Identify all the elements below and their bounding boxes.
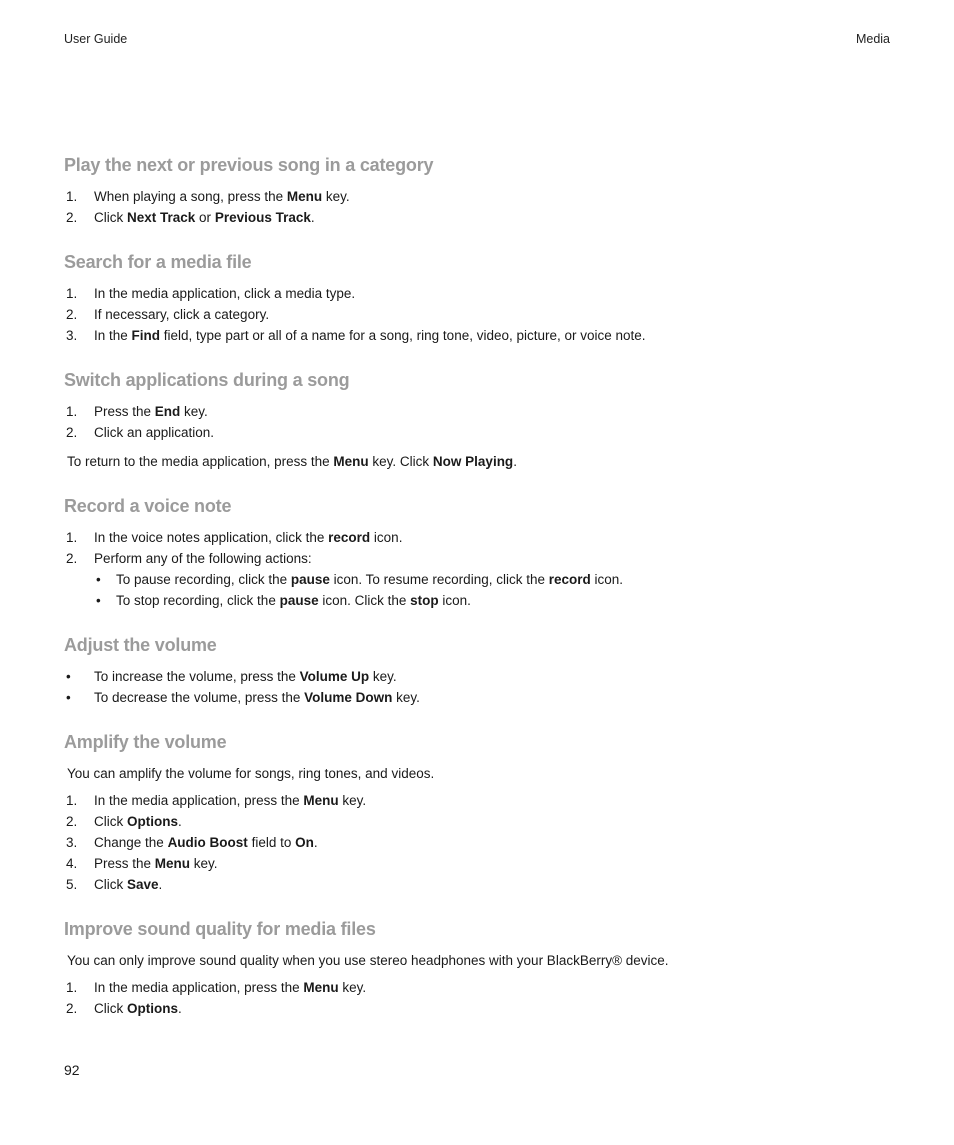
text-run: icon. (590, 572, 624, 587)
list-item (64, 207, 904, 228)
text-run: key. (392, 690, 420, 705)
text-run: . (313, 835, 318, 850)
text-run: Click (94, 877, 127, 892)
step-list (64, 977, 904, 1019)
text-run: To increase the volume, press the (94, 669, 300, 684)
step-list (64, 401, 904, 443)
section (64, 368, 904, 472)
text-run: key. (338, 980, 367, 995)
list-item (64, 874, 904, 895)
ui-term: stop (410, 593, 439, 608)
text-run: key. (369, 669, 397, 684)
ui-term: Save (127, 877, 159, 892)
text-run: To decrease the volume, press the (94, 690, 305, 705)
ui-term: record (548, 572, 591, 587)
ui-term: End (154, 404, 181, 419)
text-run: Change the (94, 835, 168, 850)
text-run: Press the (94, 856, 155, 871)
ui-term: Find (131, 328, 161, 343)
page-header (64, 32, 890, 46)
text-run: icon. (438, 593, 471, 608)
list-item (64, 527, 904, 548)
ui-term: Menu (154, 856, 191, 871)
text-run: Click (94, 814, 127, 829)
list-item (64, 687, 904, 708)
ui-term: Menu (303, 793, 339, 808)
section-heading: Record a voice note (64, 496, 232, 516)
bullet-marker: • (96, 593, 101, 608)
step-number: 2. (66, 1001, 78, 1016)
ui-term: Options (127, 814, 178, 829)
step-number: 1. (66, 404, 78, 419)
list-item (64, 811, 904, 832)
section (64, 494, 904, 611)
step-list (64, 283, 904, 346)
page-content (64, 153, 904, 1041)
ui-term: record (328, 530, 371, 545)
step-number: 2. (66, 551, 78, 566)
step-number: 1. (66, 189, 78, 204)
section-heading: Play the next or previous song in a category (64, 155, 434, 175)
list-item (64, 325, 904, 346)
sub-bullet-list (94, 569, 904, 611)
ui-term: Menu (303, 980, 339, 995)
list-item (64, 998, 904, 1019)
page-number: 92 (64, 1062, 80, 1078)
list-item (64, 283, 904, 304)
step-number: 2. (66, 210, 78, 225)
ui-term: Options (127, 1001, 178, 1016)
text-run: . (310, 210, 315, 225)
ui-term: Previous Track (214, 210, 311, 225)
step-number: 5. (66, 877, 78, 892)
ui-term: Menu (333, 454, 369, 469)
list-item (64, 832, 904, 853)
text-run: key. Click (368, 454, 433, 469)
ui-term: Audio Boost (167, 835, 248, 850)
intro-paragraph (67, 763, 904, 784)
text-run: In the media application, press the (94, 793, 304, 808)
text-run: Click an application. (94, 425, 215, 440)
list-item (94, 590, 904, 611)
text-run: In the voice notes application, click the (94, 530, 329, 545)
step-number: 3. (66, 328, 78, 343)
list-item (64, 977, 904, 998)
step-number: 1. (66, 793, 78, 808)
text-run: You can amplify the volume for songs, ring tones, and videos. (67, 766, 435, 781)
ui-term: Volume Down (304, 690, 393, 705)
step-number: 2. (66, 814, 78, 829)
text-run: In the (94, 328, 132, 343)
section (64, 730, 904, 895)
header-doc-title: User Guide (64, 32, 128, 46)
header-chapter: Media (855, 32, 890, 46)
text-run: key. (338, 793, 367, 808)
bullet-marker: • (96, 572, 101, 587)
step-number: 1. (66, 286, 78, 301)
section-heading: Improve sound quality for media files (64, 919, 376, 939)
text-run: When playing a song, press the (94, 189, 287, 204)
text-run: icon. (370, 530, 403, 545)
step-list (64, 527, 904, 611)
intro-paragraph (67, 950, 904, 971)
text-run: icon. Click the (318, 593, 411, 608)
text-run: Perform any of the following actions: (94, 551, 312, 566)
text-run: . (178, 814, 182, 829)
step-number: 4. (66, 856, 78, 871)
bullet-list (64, 666, 904, 708)
text-run: . (178, 1001, 182, 1016)
step-number: 1. (66, 980, 78, 995)
step-number: 2. (66, 307, 78, 322)
text-run: Click (94, 1001, 127, 1016)
ui-term: Next Track (127, 210, 196, 225)
text-run: To return to the media application, press the (67, 454, 334, 469)
list-item (64, 548, 904, 611)
section (64, 917, 904, 1019)
ui-term: pause (279, 593, 319, 608)
text-run: In the media application, press the (94, 980, 304, 995)
step-list (64, 790, 904, 895)
section-heading: Amplify the volume (64, 732, 227, 752)
text-run: Press the (94, 404, 155, 419)
step-list (64, 186, 904, 228)
list-item (64, 186, 904, 207)
section (64, 153, 904, 228)
text-run: Click (94, 210, 127, 225)
text-run: or (195, 210, 215, 225)
step-number: 1. (66, 530, 78, 545)
text-run: To pause recording, click the (116, 572, 291, 587)
text-run: key. (322, 189, 350, 204)
section-heading: Switch applications during a song (64, 370, 350, 390)
list-item (64, 401, 904, 422)
ui-term: On (295, 835, 314, 850)
text-run: To stop recording, click the (116, 593, 280, 608)
text-run: . (513, 454, 517, 469)
ui-term: Volume Up (299, 669, 370, 684)
text-run: key. (190, 856, 218, 871)
list-item (64, 853, 904, 874)
text-run: You can only improve sound quality when you use stereo headphones with your BlackBerry® device. (67, 953, 669, 968)
list-item (64, 422, 904, 443)
text-run: In the media application, click a media type. (94, 286, 356, 301)
text-run: key. (180, 404, 208, 419)
ui-term: Now Playing (432, 454, 514, 469)
ui-term: pause (290, 572, 330, 587)
step-number: 3. (66, 835, 78, 850)
section-heading: Adjust the volume (64, 635, 217, 655)
list-item (64, 666, 904, 687)
note-paragraph (67, 451, 904, 472)
text-run: field, type part or all of a name for a song, ring tone, video, picture, or voice note. (160, 328, 646, 343)
section (64, 250, 904, 346)
section-heading: Search for a media file (64, 252, 252, 272)
list-item (64, 790, 904, 811)
list-item (64, 304, 904, 325)
section (64, 633, 904, 708)
ui-term: Menu (286, 189, 323, 204)
bullet-marker: • (66, 690, 71, 705)
text-run: icon. To resume recording, click the (329, 572, 549, 587)
text-run: field to (247, 835, 296, 850)
list-item (94, 569, 904, 590)
text-run: . (158, 877, 163, 892)
text-run: If necessary, click a category. (94, 307, 270, 322)
step-number: 2. (66, 425, 78, 440)
bullet-marker: • (66, 669, 71, 684)
